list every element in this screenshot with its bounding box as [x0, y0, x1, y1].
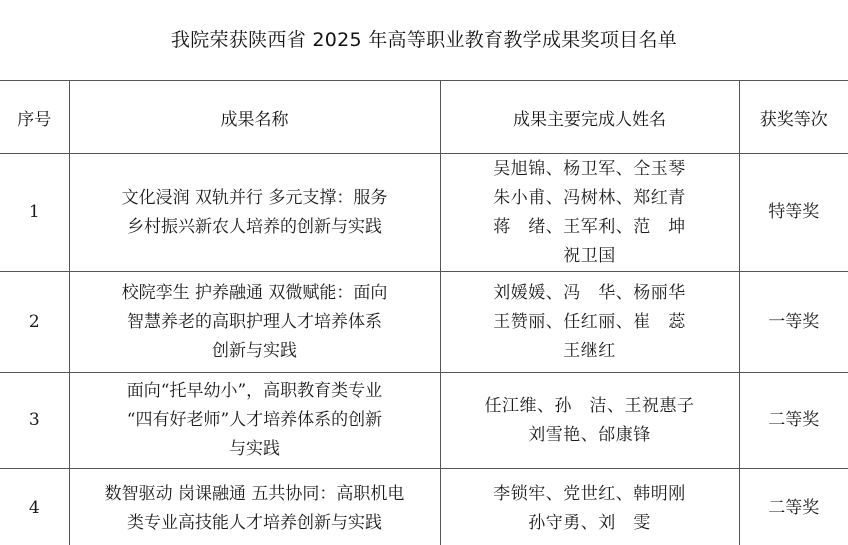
achievement-name — [69, 154, 440, 272]
contributors-line: 朱小甫、冯树林、郑红青 — [493, 187, 686, 208]
achievement-name-line: 文化浸润 双轨并行 多元支撑：服务 — [121, 187, 388, 208]
achievement-name-line: 乡村振兴新农人培养的创新与实践 — [127, 216, 382, 237]
contributors-line: 孙守勇、刘 雯 — [528, 512, 651, 533]
award-table — [0, 80, 848, 545]
contributors-line: 任江维、孙 洁、王祝惠子 — [484, 395, 695, 416]
serial-number: 2 — [0, 272, 69, 373]
table-row — [0, 373, 848, 469]
achievement-name-line: 数智驱动 岗课融通 五共协同：高职机电 — [104, 483, 405, 504]
award-level: 特等奖 — [739, 154, 848, 272]
contributors — [440, 469, 739, 545]
contributors-line: 祝卫国 — [563, 245, 616, 266]
contributors-line: 刘媛媛、冯 华、杨丽华 — [493, 282, 686, 303]
award-level: 一等奖 — [739, 272, 848, 373]
achievement-name — [69, 272, 440, 373]
contributors-line: 王继红 — [563, 340, 616, 361]
document-title: 我院荣获陕西省 2025 年高等职业教育教学成果奖项目名单 — [170, 29, 678, 51]
header-award-level: 获奖等次 — [739, 81, 848, 154]
serial-number: 1 — [0, 154, 69, 272]
achievement-name-line: 面向“托早幼小”，高职教育类专业 — [126, 381, 383, 401]
achievement-name-line: 类专业高技能人才培养创新与实践 — [127, 512, 382, 533]
contributors — [440, 154, 739, 272]
contributors-line: 蒋 绪、王军利、范 坤 — [493, 216, 686, 237]
achievement-name — [69, 469, 440, 545]
table-row — [0, 272, 848, 373]
contributors — [440, 272, 739, 373]
achievement-name-line: 校院孪生 护养融通 双微赋能：面向 — [121, 282, 388, 303]
header-main-contributors: 成果主要完成人姓名 — [440, 81, 739, 154]
contributors-line: 吴旭锦、杨卫军、仝玉琴 — [493, 158, 686, 179]
header-serial-number: 序号 — [0, 81, 69, 154]
achievement-name — [69, 373, 440, 469]
table-row — [0, 469, 848, 545]
achievement-name-line: “四有好老师”人才培养体系的创新 — [126, 410, 383, 430]
award-level: 二等奖 — [739, 373, 848, 469]
contributors-line: 刘雪艳、邰康锋 — [528, 424, 651, 445]
contributors-line: 王赞丽、任红丽、崔 蕊 — [493, 311, 686, 332]
achievement-name-line: 创新与实践 — [212, 340, 297, 361]
serial-number: 3 — [0, 373, 69, 469]
achievement-name-line: 智慧养老的高职护理人才培养体系 — [127, 311, 382, 332]
table-header-row — [0, 81, 848, 154]
contributors-line: 李锁牢、党世红、韩明刚 — [493, 483, 686, 504]
table-row — [0, 154, 848, 272]
header-achievement-name: 成果名称 — [69, 81, 440, 154]
achievement-name-line: 与实践 — [229, 439, 280, 459]
award-level: 二等奖 — [739, 469, 848, 545]
contributors — [440, 373, 739, 469]
serial-number: 4 — [0, 469, 69, 545]
